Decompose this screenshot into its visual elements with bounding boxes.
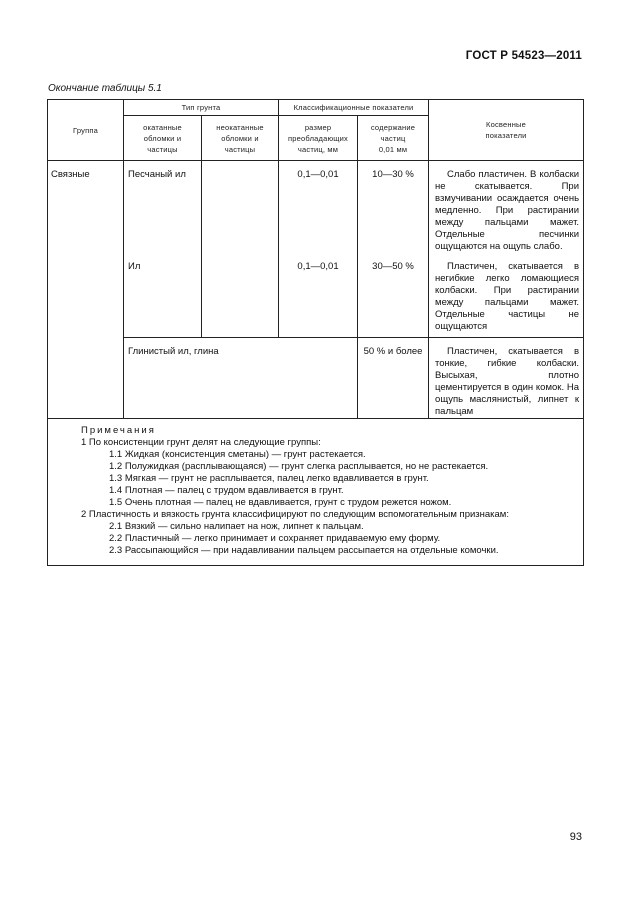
group-cell: Связные (48, 161, 124, 419)
note-item: 2.2 Пластичный — легко принимает и сохраняет придаваемую ему форму. (109, 533, 441, 544)
page-number: 93 (569, 831, 582, 843)
note-item: 2.3 Рассыпающийся — при надавливании пальцем рассыпается на отдельные комочки. (109, 545, 499, 556)
description-cell: Пластичен, скатывается в негибкие легко ломающиеся колбаски. При растирании между пальцами мажет. Отдельные частицы не ощущаются (429, 261, 584, 338)
description-cell: Пластичен, скатывается в тонкие, гибкие колбаски. Высыхая, плотно цементируется в один комок. На ощупь маслянистый, липнет к пальцам (429, 338, 584, 419)
size-cell: 0,1—0,01 (279, 161, 358, 262)
table-caption: Окончание таблицы 5.1 (48, 83, 162, 94)
note-item: 1.1 Жидкая (консистенция сметаны) — грунт растекается. (109, 449, 366, 460)
header-soil-type: Тип грунта (124, 100, 279, 116)
header-particle-size: размер преобладающих частиц, мм (279, 116, 358, 161)
header-particle-content: содержание частиц 0,01 мм (358, 116, 429, 161)
content-cell: 30—50 % (358, 261, 429, 338)
table-row (48, 338, 584, 419)
header-group: Группа (48, 100, 124, 161)
note-item: 1.4 Плотная — палец с трудом вдавливается в грунт. (109, 485, 344, 496)
note-item: 1.2 Полужидкая (расплывающаяся) — грунт слегка расплывается, но не растекается. (109, 461, 489, 472)
header-indirect: Косвенные показатели (429, 100, 584, 161)
content-cell: 50 % и более (358, 338, 429, 419)
note-item: 2.1 Вязкий — сильно налипает на нож, липнет к пальцам. (109, 521, 364, 532)
table-row (48, 161, 584, 262)
note-item: 1 По консистенции грунт делят на следующие группы: (81, 437, 321, 448)
nonrounded-cell (202, 261, 279, 338)
soil-type-cell: Глинистый ил, глина (124, 338, 358, 419)
note-item: 2 Пластичность и вязкость грунта классифицируют по следующим вспомогательным признакам: (81, 509, 509, 520)
soil-type-cell: Песчаный ил (124, 161, 202, 262)
note-item: 1.5 Очень плотная — палец не вдавливается, грунт с трудом режется ножом. (109, 497, 452, 508)
header-rounded: окатанные обломки и частицы (124, 116, 202, 161)
soil-type-cell: Ил (124, 261, 202, 338)
nonrounded-cell (202, 161, 279, 262)
header-nonrounded: неокатанные обломки и частицы (202, 116, 279, 161)
note-item: 1.3 Мягкая — грунт не расплывается, палец легко вдавливается в грунт. (109, 473, 429, 484)
table-row (48, 261, 584, 338)
notes-title: Примечания (81, 425, 156, 436)
soil-classification-table (47, 99, 584, 566)
description-cell: Слабо пластичен. В колбаски не скатывается. При взмучивании осаждается очень медленно. При растирании между пальцами мажет. Отдельные песчинки ощущаются на ощупь слабо. (429, 161, 584, 262)
size-cell: 0,1—0,01 (279, 261, 358, 338)
document-code: ГОСТ Р 54523—2011 (465, 50, 582, 62)
content-cell: 10—30 % (358, 161, 429, 262)
header-classification: Классификационные показатели (279, 100, 429, 116)
notes-cell (48, 419, 584, 566)
